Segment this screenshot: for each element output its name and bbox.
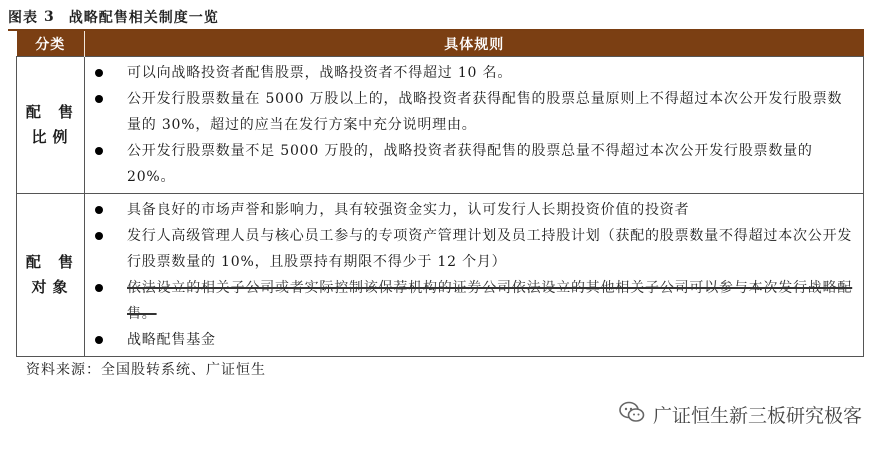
rule-text-struck: 依法设立的相关子公司或者实际控制该保荐机构的证券公司依法设立的其他相关子公司可以参与本次发行战略配售。 <box>127 280 853 322</box>
source-note: 资料来源：全国股转系统、广证恒生 <box>26 362 266 378</box>
rule-item <box>85 275 857 327</box>
wechat-icon <box>619 401 645 428</box>
figure-number: 3 <box>44 9 55 25</box>
watermark-text: 广证恒生新三板研究极客 <box>652 405 862 427</box>
rule-list <box>85 57 863 193</box>
bullet-icon <box>95 284 103 292</box>
header-rules: 具体规则 <box>85 31 864 57</box>
figure-title <box>8 6 219 28</box>
rule-item <box>85 138 857 190</box>
rule-list <box>85 194 863 356</box>
figure-label: 图表 <box>8 10 38 26</box>
bullet-icon <box>95 206 103 214</box>
bullet-icon <box>95 336 103 344</box>
rules-cell <box>85 194 864 357</box>
table-row <box>17 57 864 194</box>
category-line: 配 售 <box>25 103 80 121</box>
table-header-row <box>17 31 864 57</box>
category-line: 配 售 <box>25 253 80 271</box>
table-row <box>17 194 864 357</box>
rule-text: 发行人高级管理人员与核心员工参与的专项资产管理计划及员工持股计划（获配的股票数量不得超过本次公开发行股票数量的 10%，且股票持有期限不得少于 12 个月） <box>127 228 853 270</box>
rule-text: 具备良好的市场声誉和影响力，具有较强资金实力，认可发行人长期投资价值的投资者 <box>127 202 690 218</box>
bullet-icon <box>95 95 103 103</box>
rule-text: 可以向战略投资者配售股票，战略投资者不得超过 10 名。 <box>127 65 513 81</box>
rule-text: 战略配售基金 <box>127 332 216 348</box>
rule-item <box>85 327 857 353</box>
rule-item <box>85 223 857 275</box>
bullet-icon <box>95 69 103 77</box>
watermark <box>619 401 862 428</box>
category-cell <box>17 57 85 194</box>
rule-item <box>85 60 857 86</box>
rule-item <box>85 197 857 223</box>
bullet-icon <box>95 232 103 240</box>
rule-text: 公开发行股票数量不足 5000 万股的，战略投资者获得配售的股票总量不得超过本次公开发行股票数量的 20%。 <box>127 143 813 185</box>
header-category: 分类 <box>17 31 85 57</box>
figure-title-text: 战略配售相关制度一览 <box>68 10 219 26</box>
rules-table <box>16 31 864 357</box>
category-line: 比例 <box>31 128 74 146</box>
category-line: 对象 <box>31 278 74 296</box>
rule-item <box>85 86 857 138</box>
rules-cell <box>85 57 864 194</box>
category-cell <box>17 194 85 357</box>
rule-text: 公开发行股票数量在 5000 万股以上的，战略投资者获得配售的股票总量原则上不得超过本次公开发行股票数量的 30%，超过的应当在发行方案中充分说明理由。 <box>127 91 843 133</box>
bullet-icon <box>95 147 103 155</box>
